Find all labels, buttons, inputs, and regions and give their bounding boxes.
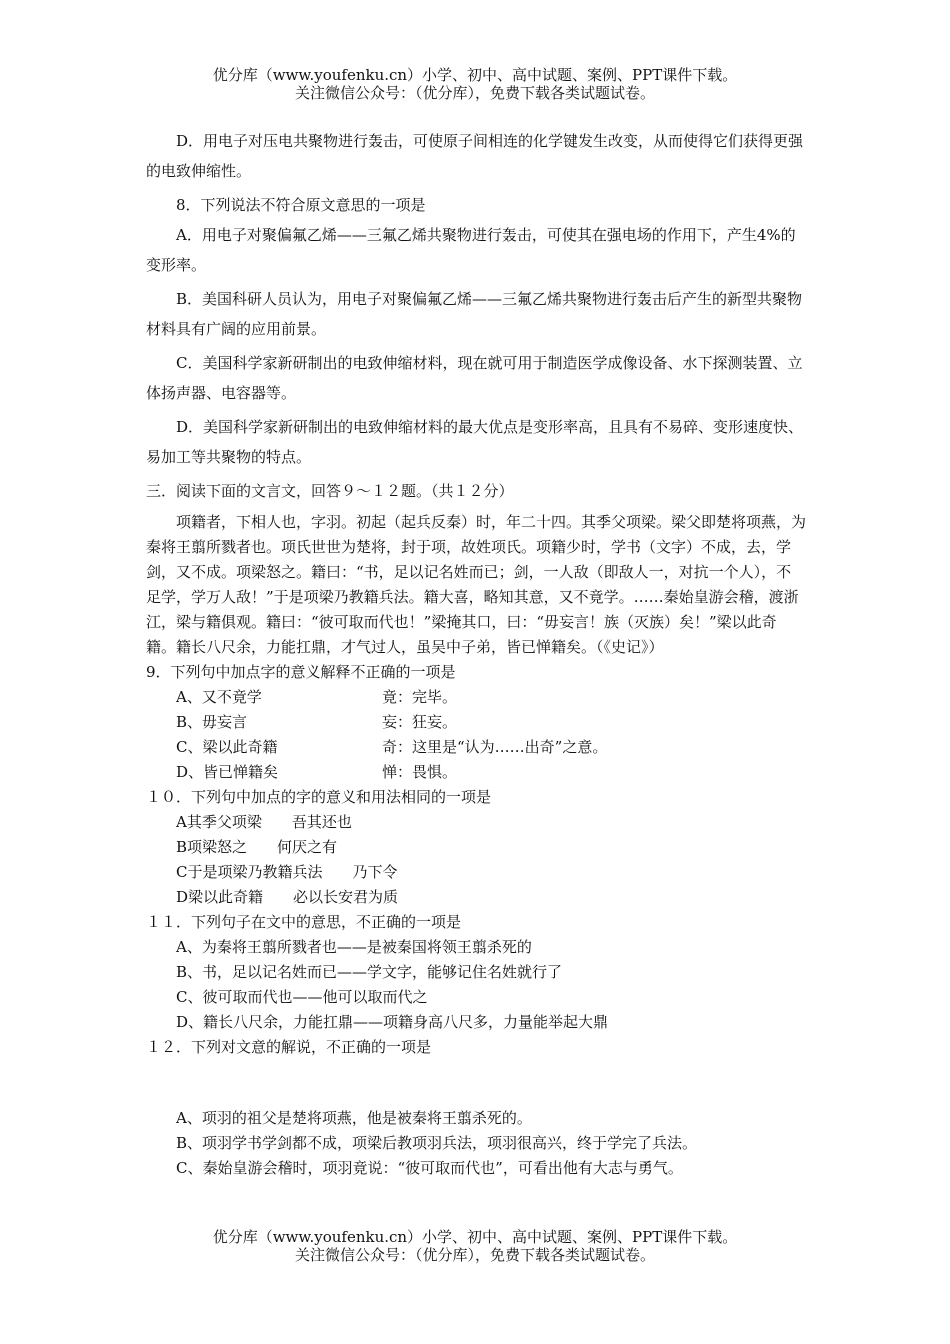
q8-option-b: B．美国科研人员认为，用电子对聚偏氟乙烯——三氟乙烯共聚物进行轰击后产生的新型共聚物材料具有广阔的应用前景。 bbox=[146, 290, 803, 338]
q9-option-text: A、又不竟学 bbox=[176, 688, 262, 706]
q9-option-gloss: 竟：完毕。 bbox=[382, 688, 458, 706]
q12-option: C、秦始皇游会稽时，项羽竟说：“彼可取而代也”，可看出他有大志与勇气。 bbox=[176, 1159, 683, 1177]
header-line-2: 关注微信公众号：（优分库），免费下载各类试题试卷。 bbox=[294, 84, 655, 102]
q9-option bbox=[146, 735, 806, 760]
q10-option: A其季父项梁 吾其还也 bbox=[176, 813, 352, 831]
q10-option: D梁以此奇籍 必以长安君为质 bbox=[176, 888, 399, 906]
q9-option-text: B、毋妄言 bbox=[176, 713, 248, 731]
q11-option: A、为秦将王翦所戮者也——是被秦国将领王翦杀死的 bbox=[176, 938, 532, 956]
q12-option: A、项羽的祖父是楚将项燕，他是被秦将王翦杀死的。 bbox=[176, 1109, 532, 1127]
q10-option: B项梁怒之 何厌之有 bbox=[176, 838, 338, 856]
q9-stem: 9．下列句中加点字的意义解释不正确的一项是 bbox=[146, 663, 456, 681]
prev-option-d: D．用电子对压电共聚物进行轰击，可使原子间相连的化学键发生改变，从而使得它们获得更强的电致伸缩性。 bbox=[146, 132, 804, 180]
q8-stem: 8．下列说法不符合原文意思的一项是 bbox=[176, 196, 426, 214]
q9-option-gloss: 妄：狂妄。 bbox=[382, 713, 458, 731]
footer-line-1: 优分库（www.youfenku.cn）小学、初中、高中试题、案例、PPT课件下载。 bbox=[212, 1228, 738, 1246]
blank-space bbox=[146, 1060, 806, 1106]
q10-stem: １０．下列句中加点的字的意义和用法相同的一项是 bbox=[146, 788, 492, 806]
q12-stem: １２．下列对文意的解说，不正确的一项是 bbox=[146, 1038, 432, 1056]
page-footer bbox=[0, 1228, 950, 1264]
q9-option-gloss: 惮：畏惧。 bbox=[382, 763, 458, 781]
q11-stem: １１．下列句子在文中的意思，不正确的一项是 bbox=[146, 913, 462, 931]
q9-option bbox=[146, 760, 806, 785]
header-line-1: 优分库（www.youfenku.cn）小学、初中、高中试题、案例、PPT课件下载。 bbox=[212, 66, 738, 84]
section-3-title: 三．阅读下面的文言文，回答９～１２题。（共１２分） bbox=[146, 482, 514, 500]
q10-option: C于是项梁乃教籍兵法 乃下令 bbox=[176, 863, 398, 881]
q11-option: B、书，足以记名姓而已——学文字，能够记住名姓就行了 bbox=[176, 963, 563, 981]
q11-option: C、彼可取而代也——他可以取而代之 bbox=[176, 988, 428, 1006]
q8-option-d: D．美国科学家新研制出的电致伸缩材料的最大优点是变形率高，且具有不易碎、变形速度快、易加工等共聚物的特点。 bbox=[146, 418, 804, 466]
page-header bbox=[0, 66, 950, 102]
q12-option: B、项羽学书学剑都不成，项梁后教项羽兵法，项羽很高兴，终于学完了兵法。 bbox=[176, 1134, 698, 1152]
page-content bbox=[146, 126, 806, 1181]
q9-option bbox=[146, 710, 806, 735]
q8-option-a: A．用电子对聚偏氟乙烯——三氟乙烯共聚物进行轰击，可使其在强电场的作用下，产生4%的变形率。 bbox=[146, 226, 796, 274]
q9-option-text: D、皆已惮籍矣 bbox=[176, 763, 279, 781]
q9-option bbox=[146, 685, 806, 710]
q8-option-c: C．美国科学家新研制出的电致伸缩材料，现在就可用于制造医学成像设备、水下探测装置、立体扬声器、电容器等。 bbox=[146, 354, 803, 402]
classical-passage: 项籍者，下相人也，字羽。初起（起兵反秦）时，年二十四。其季父项梁。梁父即楚将项燕，为秦将王翦所戮者也。项氏世世为楚将，封于项，故姓项氏。项籍少时，学书（文字）不成，去，学剑，又不成。项梁怒之。籍曰：“书，足以记名姓而已；剑，一人敌（即敌人一，对抗一个人），不足学，学万人敌！”于是项梁乃教籍兵法。籍大喜，略知其意，又不竟学。……秦始皇游会稽，渡浙江，梁与籍俱观。籍曰：“彼可取而代也！”梁掩其口，曰：“毋妄言！族（灭族）矣！”梁以此奇籍。籍长八尺余，力能扛鼎，才气过人，虽吴中子弟，皆已惮籍矣。（《史记》） bbox=[146, 513, 807, 656]
footer-line-2: 关注微信公众号：（优分库），免费下载各类试题试卷。 bbox=[294, 1246, 655, 1264]
q9-option-gloss: 奇：这里是“认为……出奇”之意。 bbox=[382, 738, 608, 756]
q9-option-text: C、梁以此奇籍 bbox=[176, 738, 278, 756]
q11-option: D、籍长八尺余，力能扛鼎——项籍身高八尺多，力量能举起大鼎 bbox=[176, 1013, 609, 1031]
